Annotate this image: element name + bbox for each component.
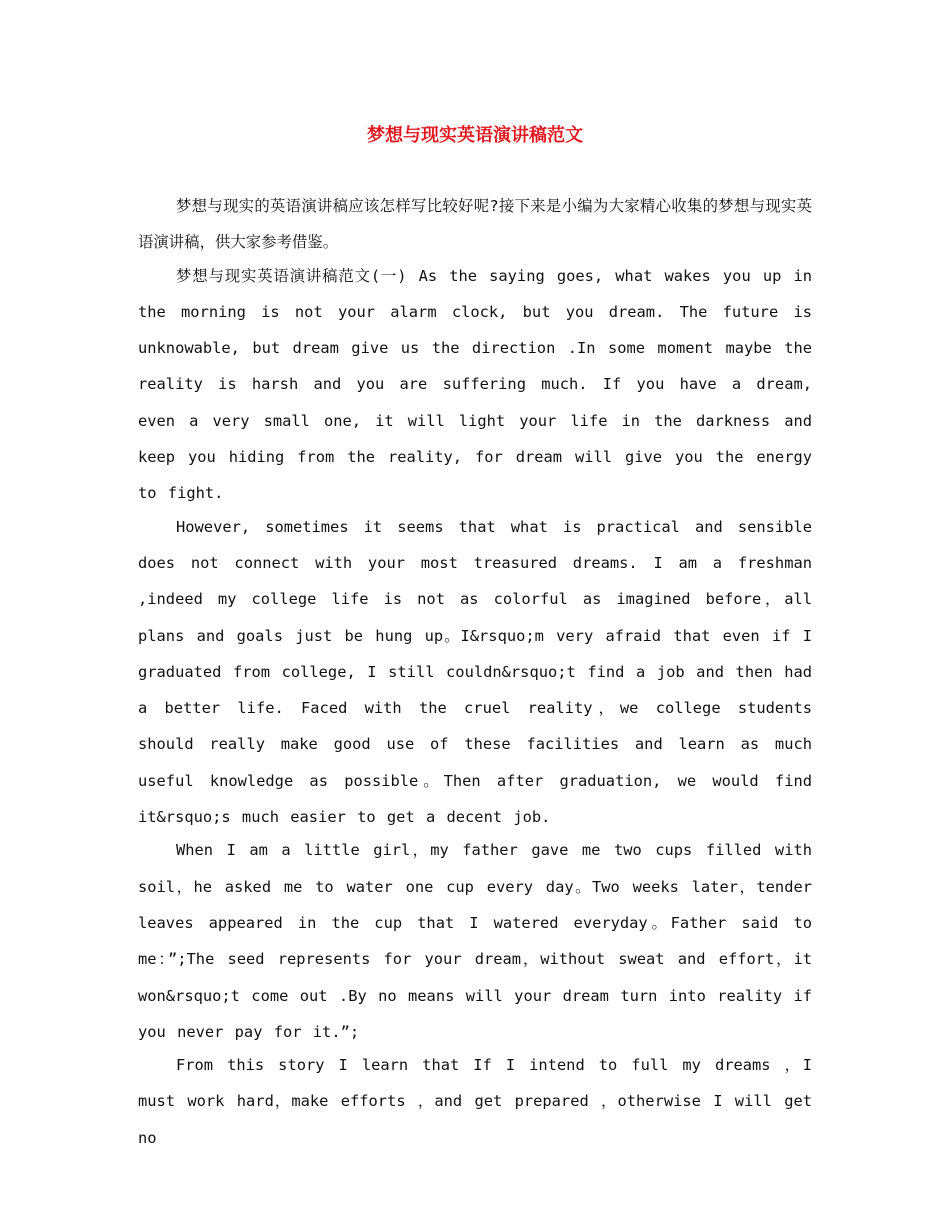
body-paragraph-3: When I am a little girl，my father gave me two cups filled with soil，he asked me to water one cup every day。Two weeks later，tender leaves appeared in the cup that I watered everyday。Father said to me：”;The seed represents for your dream，without sweat and effort，it won&rsquo;t come out .By no means will your dream turn into reality if you never pay for it.”; (138, 841, 812, 1041)
document-title: 梦想与现实英语演讲稿范文 (367, 125, 583, 146)
body-paragraph-1: 梦想与现实英语演讲稿范文(一) As the saying goes, what wakes you up in the morning is not your alarm clock, but you dream. The future is unknowable, but dream give us the direction .In some moment maybe the reality is harsh and you are suffering much. If you have a dream, even a very small one, it will light your life in the darkness and keep you hiding from the reality, for dream will give you the energy to fight. (138, 266, 812, 503)
intro-paragraph: 梦想与现实的英语演讲稿应该怎样写比较好呢?接下来是小编为大家精心收集的梦想与现实英语演讲稿，供大家参考借鉴。 (138, 197, 812, 252)
body-paragraph-2: However, sometimes it seems that what is practical and sensible does not connect with your most treasured dreams. I am a freshman ,indeed my college life is not as colorful as imagined before，all plans and goals just be hung up。I&rsquo;m very afraid that even if I graduated from college, I still couldn&rsquo;t find a job and then had a better life. Faced with the cruel reality，we college students should really make good use of these facilities and learn as much useful knowledge as possible。Then after graduation, we would find it&rsquo;s much easier to get a decent job. (138, 517, 812, 827)
body-paragraph-4: From this story I learn that If I intend to full my dreams ，I must work hard，make efforts ，and get prepared ，otherwise I will get no (138, 1056, 812, 1147)
document-body (138, 188, 812, 1153)
